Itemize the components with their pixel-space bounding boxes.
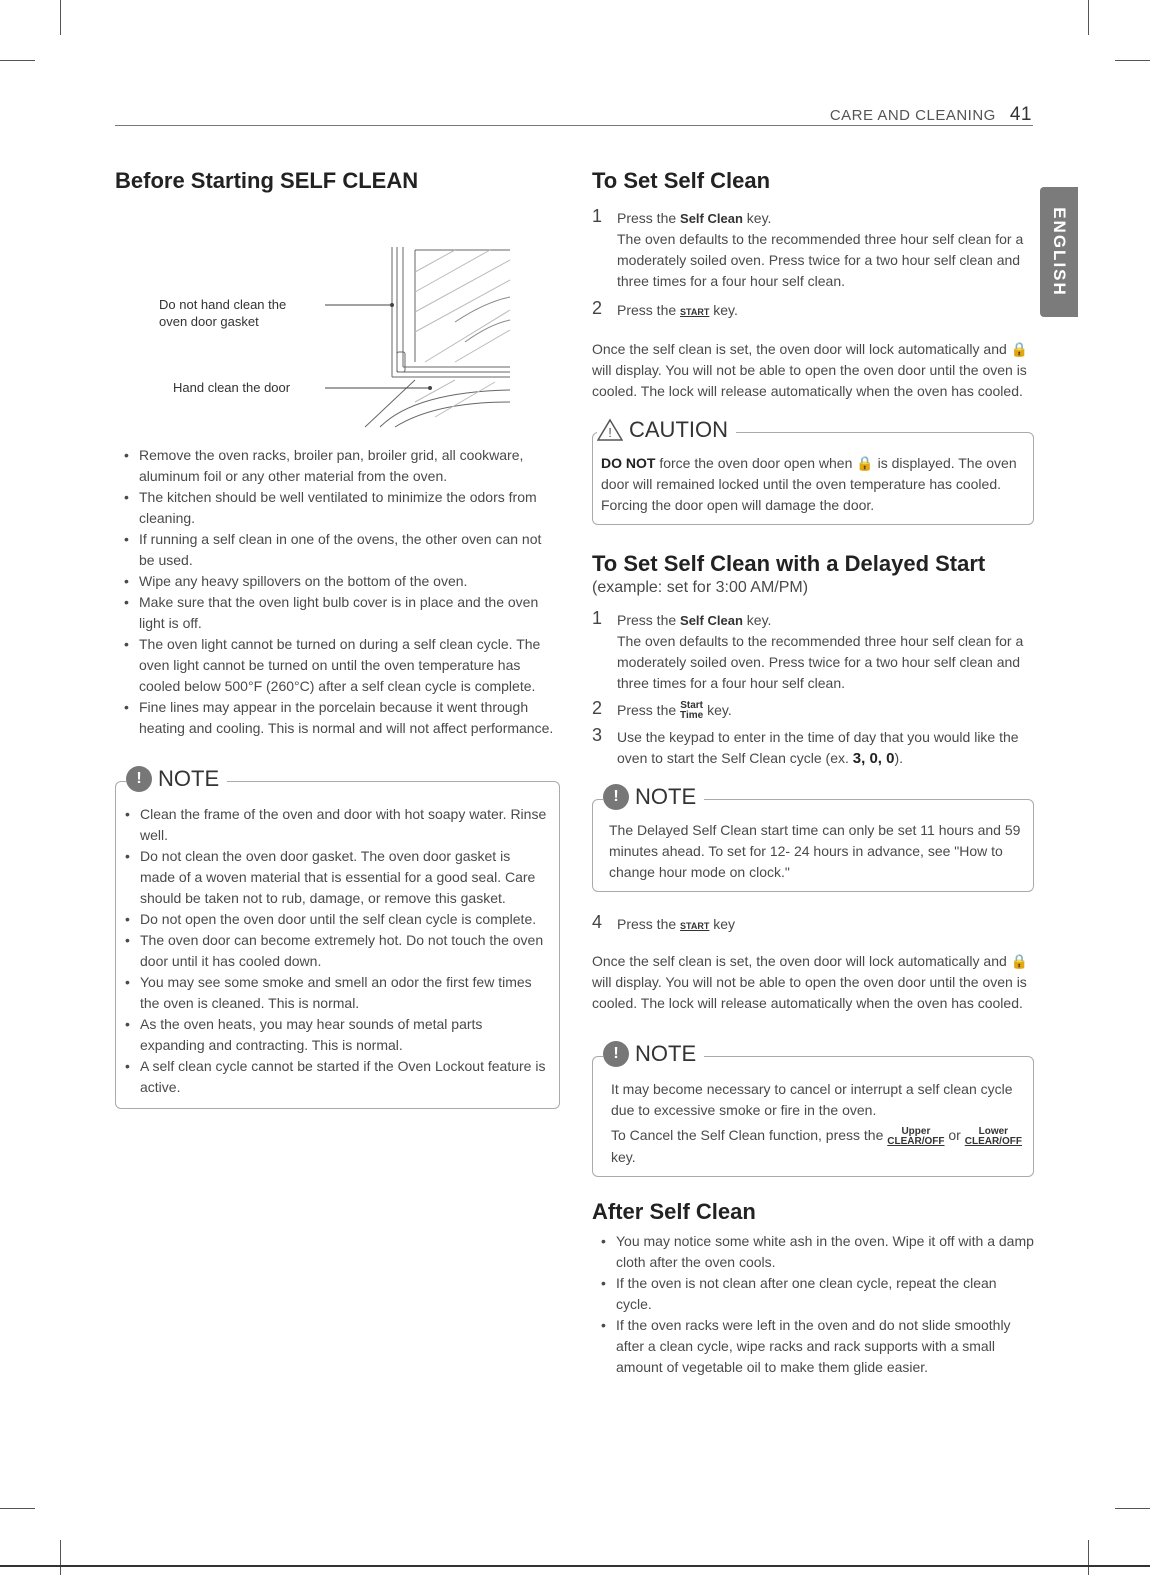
right-column <box>592 168 1034 1378</box>
after-self-clean-title: After Self Clean <box>592 1198 756 1224</box>
note-text-part: To Cancel the Self Clean function, press the <box>611 1127 888 1144</box>
delayed-step-2 <box>592 700 1034 721</box>
caution-body: force the oven door open when 🔒 is displayed. The oven door will remained locked until the oven temperature has cooled. Forcing the door open will damage the door. <box>601 455 1017 513</box>
note-box <box>592 1041 1034 1176</box>
key-top: Upper <box>901 1125 931 1137</box>
note-heading <box>126 766 227 792</box>
list-item: • You may see some smoke and smell an odor the first few times the oven is cleaned. This is normal. <box>116 972 549 1014</box>
list-item: • Make sure that the oven light bulb cover is in place and the oven light is off. <box>115 592 560 634</box>
list-item: • The oven light cannot be turned on during a self clean cycle. The oven light cannot be turned on until the oven temperature has cooled below 500°F (260°C) after a self clean cycle is complete. <box>115 634 560 697</box>
crop-mark <box>0 60 35 61</box>
before-self-clean-title: Before Starting SELF CLEAN <box>115 168 419 193</box>
step-description: The oven defaults to the recommended three hour self clean for a moderately soiled oven. Press twice for a two hour self clean and three times for a four hour self clean. <box>617 633 1024 691</box>
step-text: Press the <box>617 916 681 933</box>
list-item: • Do not clean the oven door gasket. The oven door gasket is made of a woven material that is essential for a good seal. Care should be taken not to rub, damage, or remove this gasket. <box>116 846 549 909</box>
bottom-rule <box>0 1565 1150 1567</box>
step-number: 4 <box>592 912 603 933</box>
step-text: ). <box>894 750 904 767</box>
delayed-start-title: To Set Self Clean with a Delayed Start <box>592 551 986 576</box>
oven-door-diagram <box>115 202 560 437</box>
list-item: • Fine lines may appear in the porcelain because it went through heating and cooling. This is normal and will not affect performance. <box>115 697 560 739</box>
step-text: Press the <box>617 612 681 628</box>
before-clean-list <box>115 445 560 739</box>
step-description: The oven defaults to the recommended three hour self clean for a moderately soiled oven. Press twice for a two hour self clean and three times for a four hour self clean. <box>617 231 1024 289</box>
note-list <box>116 804 549 1098</box>
note-heading <box>603 1041 704 1067</box>
step-number: 1 <box>592 608 603 628</box>
step-text: key. <box>703 702 732 718</box>
note-icon: ! <box>126 766 152 792</box>
crop-mark <box>60 1540 61 1575</box>
list-item: • You may notice some white ash in the oven. Wipe it off with a damp cloth after the oven cools. <box>592 1231 1034 1273</box>
caution-title: CAUTION <box>629 417 728 442</box>
start-key: START <box>680 921 710 932</box>
page-number: 41 <box>1009 104 1032 125</box>
list-item: • Clean the frame of the oven and door with hot soapy water. Rinse well. <box>116 804 549 846</box>
step-text: key. <box>742 210 772 226</box>
list-item: • Wipe any heavy spillovers on the bottom of the oven. <box>115 571 560 592</box>
step-text: Press the <box>617 302 681 318</box>
lock-paragraph: Once the self clean is set, the oven door will lock automatically and 🔒 will display. You will not be able to open the oven door until the oven is cooled. The lock will release automatically when the oven has cooled. <box>592 953 1029 1012</box>
step-number: 2 <box>592 698 603 718</box>
left-column <box>115 168 560 1109</box>
list-item: • As the oven heats, you may hear sounds of metal parts expanding and contracting. This is normal. <box>116 1014 549 1056</box>
set-self-clean-title: To Set Self Clean <box>592 168 771 193</box>
note-heading <box>603 784 704 810</box>
crop-mark <box>1088 0 1089 35</box>
note-title: NOTE <box>158 766 220 791</box>
note-icon: ! <box>603 784 629 810</box>
key-bottom: Time <box>680 710 704 722</box>
caution-heading <box>597 417 736 443</box>
start-time-key <box>680 701 703 721</box>
running-head <box>830 104 1032 126</box>
caution-text <box>601 453 1023 516</box>
note-box <box>592 784 1034 892</box>
warning-icon <box>597 418 623 442</box>
step-number: 1 <box>592 206 603 226</box>
caution-bold: DO NOT <box>601 455 656 471</box>
keypad-digits: 3, 0, 0 <box>852 750 895 768</box>
delayed-start-subtitle: (example: set for 3:00 AM/PM) <box>592 579 809 596</box>
list-item: • A self clean cycle cannot be started if the Oven Lockout feature is active. <box>116 1056 549 1098</box>
upper-clear-off-key <box>887 1127 944 1147</box>
crop-mark <box>60 0 61 35</box>
gasket-callout-line1: Do not hand clean the <box>159 297 287 312</box>
list-item: • Remove the oven racks, broiler pan, broiler grid, all cookware, aluminum foil or any other material from the oven. <box>115 445 560 487</box>
list-item: • Do not open the oven door until the self clean cycle is complete. <box>116 909 549 930</box>
list-item: • If the oven racks were left in the oven and do not slide smoothly after a clean cycle, wipe racks and rack supports with a small amount of vegetable oil to make them glide easier. <box>592 1315 1034 1378</box>
delayed-step-3 <box>592 727 1034 769</box>
step-text: key. <box>709 302 738 318</box>
crop-mark <box>0 1508 35 1509</box>
self-clean-key: Self Clean <box>680 613 743 628</box>
note-title: NOTE <box>635 784 697 810</box>
door-callout: Hand clean the door <box>173 380 291 395</box>
set-step-2 <box>592 300 1034 323</box>
note-icon: ! <box>603 1041 629 1067</box>
step-number: 2 <box>592 298 603 318</box>
start-key: START <box>680 307 710 317</box>
after-clean-list <box>592 1231 1034 1378</box>
note-box <box>115 766 560 1109</box>
note-text: It may become necessary to cancel or interrupt a self clean cycle due to excessive smoke or fire in the oven. <box>611 1081 1013 1119</box>
lower-clear-off-key <box>965 1127 1022 1147</box>
list-item: • The oven door can become extremely hot. Do not touch the oven door until it has cooled down. <box>116 930 549 972</box>
section-title: CARE AND CLEANING <box>829 107 996 124</box>
key-top: Start <box>680 700 704 712</box>
list-item: • If running a self clean in one of the ovens, the other oven can not be used. <box>115 529 560 571</box>
step-text: Use the keypad to enter in the time of day that you would like the oven to start the Self Clean cycle (ex. <box>617 729 1019 767</box>
crop-mark <box>1115 60 1150 61</box>
step-number: 3 <box>592 725 603 746</box>
delayed-step-4 <box>592 914 1034 937</box>
gasket-callout <box>159 296 286 330</box>
note-title: NOTE <box>635 1041 697 1067</box>
language-tab <box>1040 187 1078 317</box>
header-rule <box>115 125 1033 126</box>
crop-mark <box>1088 1540 1089 1575</box>
note-text-part: key. <box>611 1148 636 1165</box>
step-text: Press the <box>617 702 681 718</box>
crop-mark <box>1115 1508 1150 1509</box>
step-text: key. <box>742 612 772 628</box>
key-bottom: CLEAR/OFF <box>887 1135 945 1147</box>
note-text: The Delayed Self Clean start time can only be set 11 hours and 59 minutes ahead. To set for 12- 24 hours in advance, see "How to change hour mode on clock." <box>609 822 1021 881</box>
delayed-step-1 <box>592 610 1034 694</box>
language-tab-label: ENGLISH <box>1050 207 1069 297</box>
step-text: Press the <box>617 210 681 226</box>
svg-text:!: ! <box>608 425 612 440</box>
self-clean-key: Self Clean <box>680 211 743 226</box>
key-top: Lower <box>978 1125 1009 1137</box>
caution-box <box>592 417 1034 525</box>
step-text: key <box>709 916 736 933</box>
note-text-part: or <box>944 1127 965 1144</box>
list-item: • If the oven is not clean after one clean cycle, repeat the clean cycle. <box>592 1273 1034 1315</box>
gasket-callout-line2: oven door gasket <box>159 314 259 329</box>
note-text <box>611 1125 1025 1167</box>
set-step-1 <box>592 208 1034 292</box>
key-bottom: CLEAR/OFF <box>964 1135 1022 1147</box>
list-item: • The kitchen should be well ventilated to minimize the odors from cleaning. <box>115 487 560 529</box>
lock-paragraph: Once the self clean is set, the oven door will lock automatically and 🔒 will display. You will not be able to open the oven door until the oven is cooled. The lock will release automatically when the oven has cooled. <box>592 341 1029 399</box>
